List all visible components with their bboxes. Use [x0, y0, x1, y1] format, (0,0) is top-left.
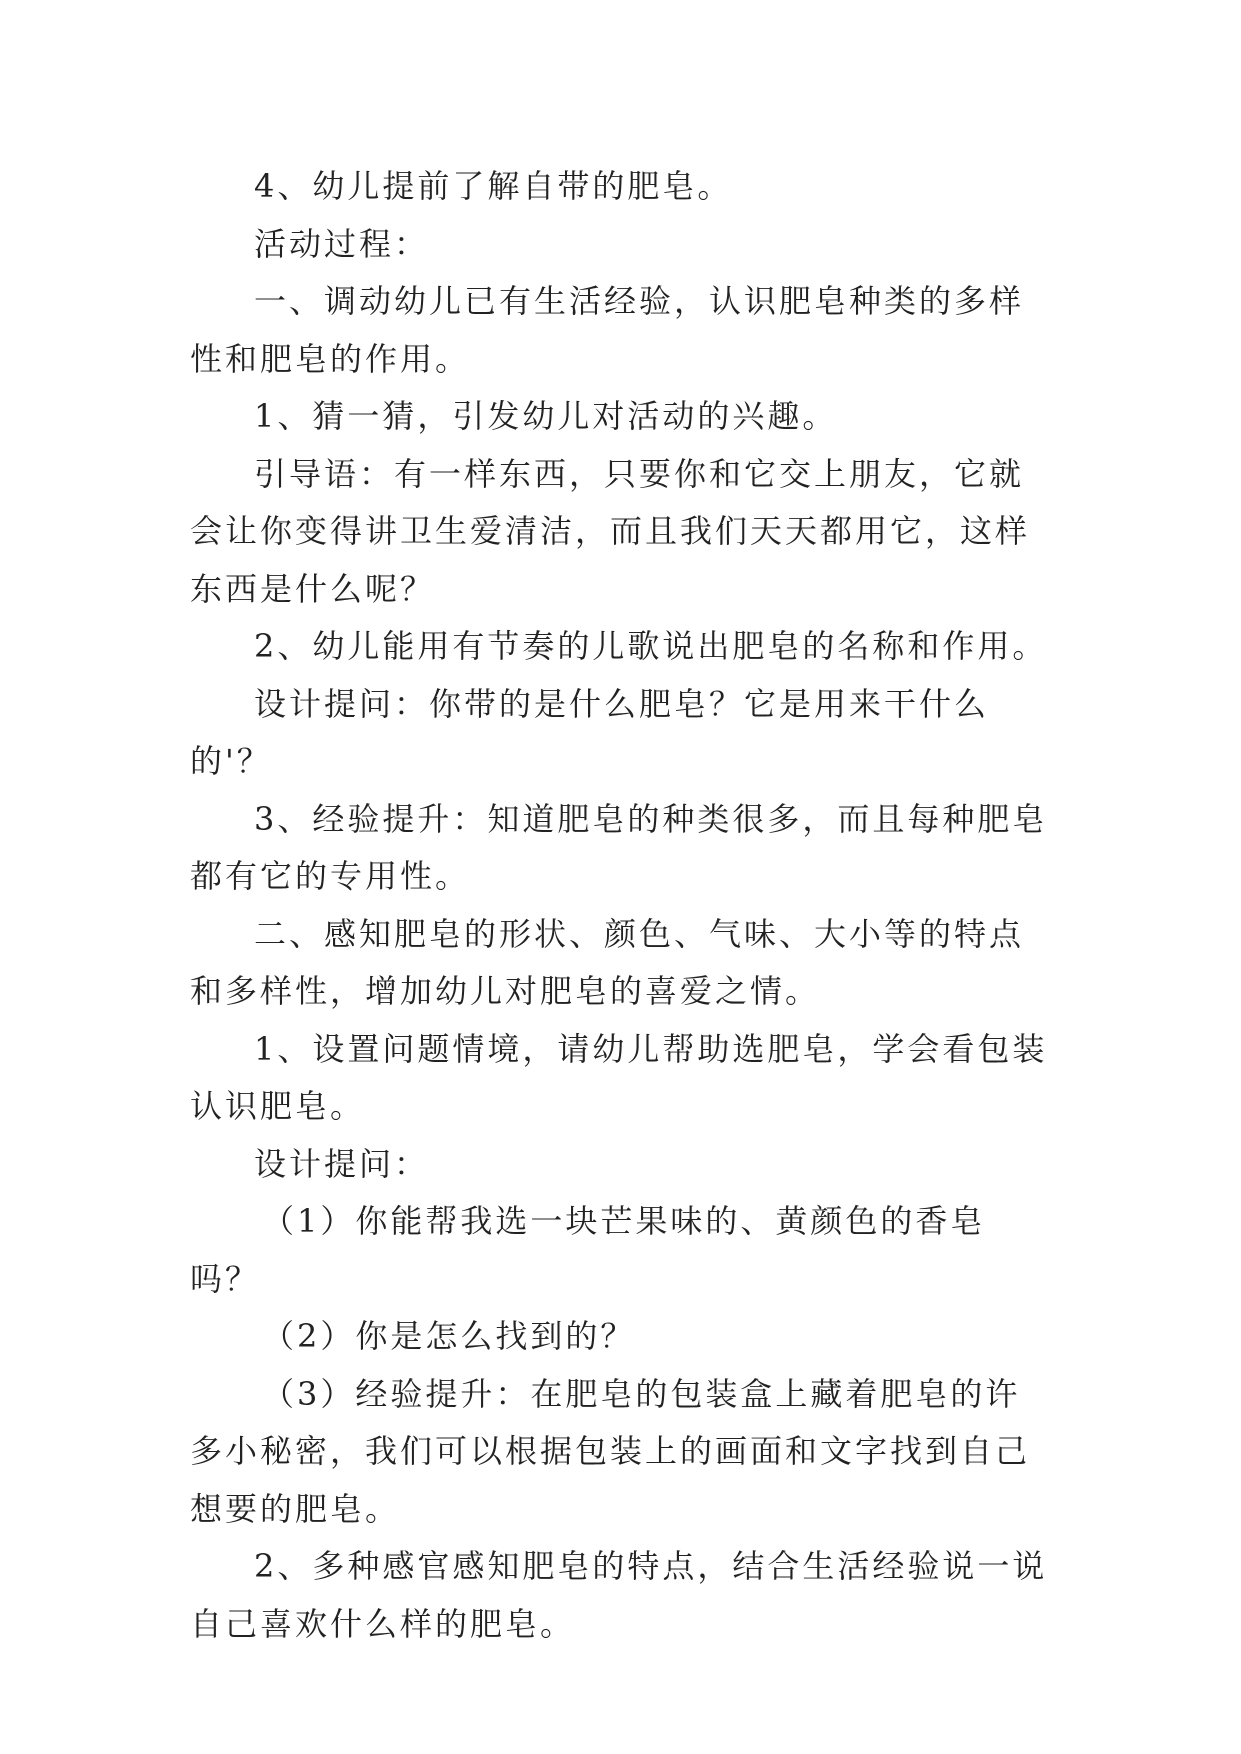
- section-heading: 活动过程：: [254, 224, 430, 263]
- paragraph: 1、设置问题情境，请幼儿帮助选肥皂，学会看包装认识肥皂。: [190, 1029, 1048, 1125]
- paragraph: 2、多种感官感知肥皂的特点，结合生活经验说一说自己喜欢什么样的肥皂。: [190, 1547, 1048, 1643]
- paragraph: 2、幼儿能用有节奏的儿歌说出肥皂的名称和作用。: [254, 627, 1048, 665]
- question-item: （3）经验提升：在肥皂的包装盒上藏着肥皂的许多小秘密，我们可以根据包装上的画面和文字找到自己想要的肥皂。: [190, 1374, 1031, 1528]
- document-body: [190, 158, 1048, 1653]
- section-heading: 一、调动幼儿已有生活经验，认识肥皂种类的多样性和肥皂的作用。: [190, 282, 1025, 378]
- paragraph: 4、幼儿提前了解自带的肥皂。: [254, 167, 733, 205]
- paragraph: 1、猜一猜，引发幼儿对活动的兴趣。: [254, 397, 838, 435]
- question-item: （2）你是怎么找到的？: [262, 1317, 636, 1355]
- paragraph: 设计提问：你带的是什么肥皂？它是用来干什么的'？: [190, 684, 990, 780]
- section-heading: 二、感知肥皂的形状、颜色、气味、大小等的特点和多样性，增加幼儿对肥皂的喜爱之情。: [190, 914, 1025, 1010]
- paragraph: 3、经验提升：知道肥皂的种类很多，而且每种肥皂都有它的专用性。: [190, 799, 1048, 895]
- paragraph: 引导语：有一样东西，只要你和它交上朋友，它就会让你变得讲卫生爱清洁，而且我们天天都用它，这样东西是什么呢？: [190, 454, 1031, 608]
- question-item: （1）你能帮我选一块芒果味的、黄颜色的香皂吗？: [190, 1202, 986, 1298]
- paragraph: 设计提问：: [254, 1144, 430, 1183]
